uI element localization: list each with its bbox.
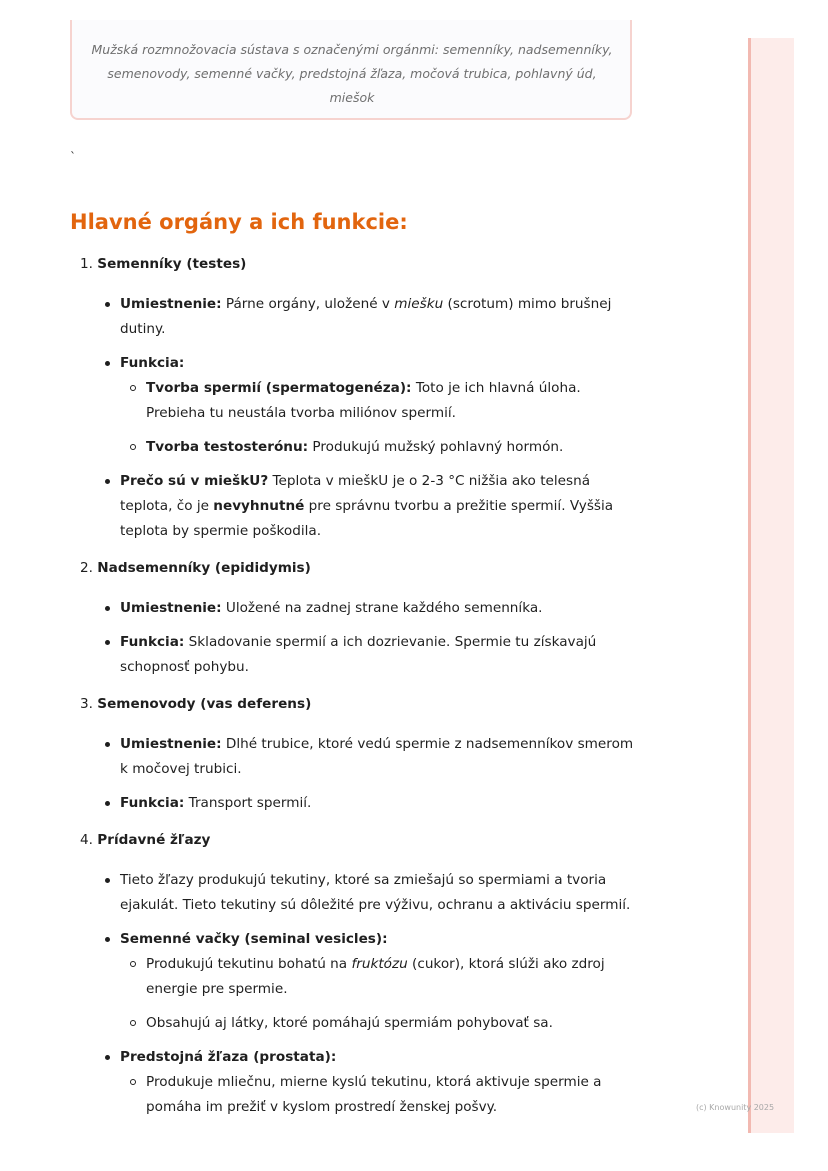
organ-section-epididymis (80, 556, 640, 680)
item-label: Umiestnenie: (120, 296, 222, 312)
section-title-text: Prídavné žľazy (97, 832, 211, 848)
list-item (80, 630, 640, 680)
item-emphasis: miešku (394, 296, 444, 312)
item-text: Transport spermií. (184, 795, 312, 811)
item-label: Umiestnenie: (120, 736, 222, 752)
item-text: (scrotum) mimo brušnej dutiny. (120, 296, 612, 337)
sub-list-item (120, 1070, 640, 1120)
caption-line-2: semenovody, semenné vačky, predstojná žľaza, močová trubica, pohlavný úd, miešok (107, 66, 597, 105)
item-text: Párne orgány, uložené v (221, 296, 395, 312)
item-strong: nevyhnutné (213, 498, 305, 514)
list-item (80, 292, 640, 342)
item-text: Produkuje mliečnu, mierne kyslú tekutinu, ktorá aktivuje spermie a pomáha im prežiť v kyslom prostredí ženskej pošvy. (146, 1074, 602, 1115)
page-margin-band (748, 38, 794, 1133)
item-label: Predstojná žľaza (prostata): (120, 1049, 337, 1065)
list-item (80, 1045, 640, 1120)
item-label: Funkcia: (120, 795, 185, 811)
sub-list-item (120, 376, 640, 426)
copyright-watermark: (c) Knowunity 2025 (696, 1103, 775, 1112)
item-emphasis: fruktózu (351, 956, 408, 972)
organ-section-accessory-glands (80, 828, 640, 1120)
bullet-list (80, 292, 640, 544)
organ-section-testes (80, 252, 640, 544)
sub-list-item (120, 952, 640, 1002)
sub-list-item (120, 435, 640, 460)
section-title (80, 252, 640, 277)
item-text: Produkujú mužský pohlavný hormón. (308, 439, 564, 455)
figure-caption (90, 38, 614, 110)
bullet-list (80, 732, 640, 816)
item-label: Umiestnenie: (120, 600, 222, 616)
organ-list (80, 252, 640, 1129)
section-title-text: Nadsemenníky (epididymis) (97, 560, 311, 576)
item-label: Semenné vačky (seminal vesicles): (120, 931, 388, 947)
section-number: 2. (80, 560, 98, 576)
list-item (80, 596, 640, 621)
stray-backtick: ` (70, 150, 76, 164)
item-text: pre správnu tvorbu a prežitie spermií. Vyššia teplota by spermie poškodila. (120, 498, 614, 539)
item-label: Tvorba testosterónu: (146, 439, 309, 455)
caption-line-1: Mužská rozmnožovacia sústava s označenými orgánmi: semenníky, nadsemenníky, (91, 42, 613, 57)
sub-bullet-list (120, 952, 640, 1036)
item-text: Produkujú tekutinu bohatú na (146, 956, 352, 972)
section-title (80, 556, 640, 581)
section-number: 3. (80, 696, 98, 712)
list-item (80, 868, 640, 918)
sub-bullet-list (120, 1070, 640, 1120)
list-item (80, 927, 640, 1036)
item-text: (cukor), ktorá slúži ako zdroj energie pre spermie. (146, 956, 605, 997)
section-title-text: Semenníky (testes) (97, 256, 247, 272)
item-text: Uložené na zadnej strane každého semenníka. (221, 600, 543, 616)
sub-list-item (120, 1011, 640, 1036)
bullet-list (80, 596, 640, 680)
section-number: 1. (80, 256, 98, 272)
item-text: Obsahujú aj látky, ktoré pomáhajú spermiám pohybovať sa. (146, 1015, 553, 1031)
organ-section-vas-deferens (80, 692, 640, 816)
list-item (80, 791, 640, 816)
item-text: Tieto žľazy produkujú tekutiny, ktoré sa zmiešajú so spermiami a tvoria ejakulát. Tieto tekutiny sú dôležité pre výživu, ochranu a aktiváciu spermií. (120, 872, 631, 913)
section-title-text: Semenovody (vas deferens) (97, 696, 312, 712)
item-label: Prečo sú v mieškU? (120, 473, 269, 489)
item-text: Toto je ich hlavná úloha. Prebieha tu neustála tvorba miliónov spermií. (146, 380, 581, 421)
sub-bullet-list (120, 376, 640, 460)
item-text: Skladovanie spermií a ich dozrievanie. Spermie tu získavajú schopnosť pohybu. (120, 634, 597, 675)
section-heading: Hlavné orgány a ich funkcie: (70, 210, 408, 234)
item-label: Tvorba spermií (spermatogenéza): (146, 380, 412, 396)
list-item (80, 732, 640, 782)
section-number: 4. (80, 832, 98, 848)
item-text: Dlhé trubice, ktoré vedú spermie z nadsemenníkov smerom k močovej trubici. (120, 736, 634, 777)
section-title (80, 828, 640, 853)
list-item (80, 351, 640, 460)
bullet-list (80, 868, 640, 1120)
list-item (80, 469, 640, 544)
item-text: Teplota v mieškU je o 2-3 °C nižšia ako telesná teplota, čo je (120, 473, 591, 514)
section-title (80, 692, 640, 717)
item-label: Funkcia: (120, 355, 185, 371)
item-label: Funkcia: (120, 634, 185, 650)
